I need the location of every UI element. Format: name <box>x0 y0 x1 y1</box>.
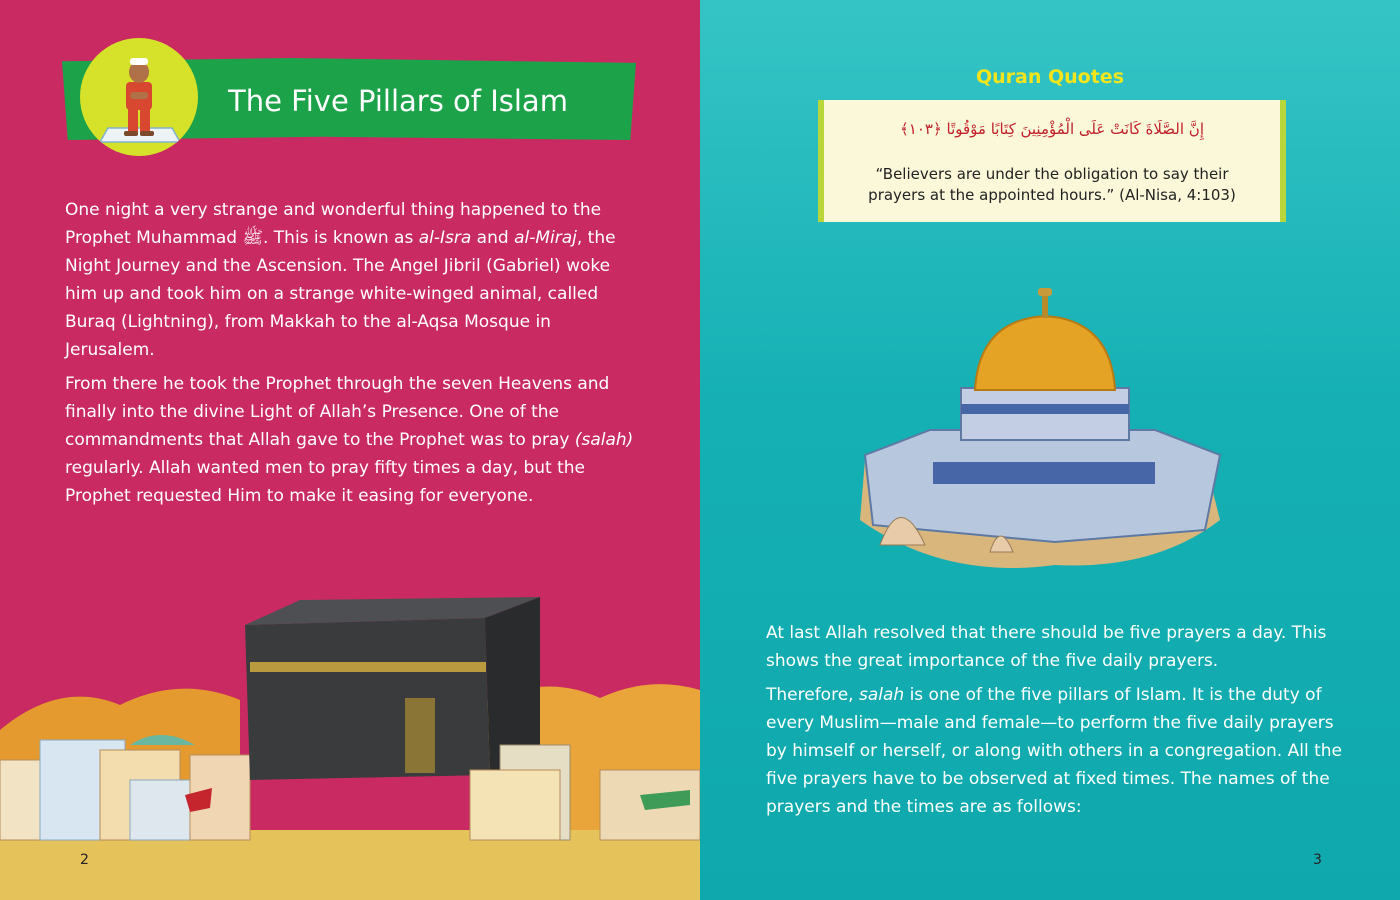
page-number: 2 <box>80 852 89 868</box>
right-paragraph-1 <box>766 619 1356 675</box>
left-paragraph-1 <box>65 196 645 364</box>
kaaba-illustration <box>0 580 700 900</box>
page-number: 3 <box>1313 852 1322 868</box>
text-segment: and <box>471 228 515 248</box>
right-paragraph-2 <box>766 681 1356 821</box>
text-segment: salah <box>858 685 905 705</box>
left-body-text <box>65 196 645 516</box>
quote-box <box>818 100 1286 222</box>
right-body-text <box>766 619 1356 827</box>
left-paragraph-2 <box>65 370 645 510</box>
page-title: The Five Pillars of Islam <box>228 84 568 118</box>
text-segment: Therefore, <box>766 685 859 705</box>
praying-boy-icon <box>80 38 198 156</box>
arabic-verse: إِنَّ الصَّلَاةَ كَانَتْ عَلَى الْمُؤْمِنِينَ كِتَابًا مَوْقُوتًا ﴿١٠٣﴾ <box>899 120 1204 138</box>
text-segment: al-Isra <box>418 228 472 248</box>
verse-translation: “Believers are under the obligation to say their prayers at the appointed hours.” (Al-Nisa, 4:103) <box>868 165 1236 204</box>
text-segment: regularly. Allah wanted men to pray fifty times a day, but the Prophet requested Him to make it easing for everyone. <box>65 458 585 506</box>
text-segment: (salah) <box>574 430 634 450</box>
text-segment: , the Night Journey and the Ascension. The Angel Jibril (Gabriel) woke him up and took him on a strange white-winged animal, called Buraq (Lightning), from Makkah to the al-Aqsa Mosque in Jerusalem. <box>65 228 616 360</box>
text-segment: is one of the five pillars of Islam. It is the duty of every Muslim—male and female—to perform the five daily prayers by himself or herself, or along with others in a congregation. All the five prayers have to be observed at fixed times. The names of the prayers and the times are as follows: <box>766 685 1342 817</box>
quotes-heading: Quran Quotes <box>975 66 1125 88</box>
dome-of-the-rock-illustration <box>855 280 1235 600</box>
text-segment: At last Allah resolved that there should be five prayers a day. This shows the great importance of the five daily prayers. <box>766 623 1327 671</box>
text-segment: al-Miraj <box>514 228 577 248</box>
text-segment: One night a very strange and wonderful thing happened to the Prophet Muhammad ﷺ. This is known as <box>65 200 602 248</box>
text-segment: From there he took the Prophet through the seven Heavens and finally into the divine Light of Allah’s Presence. One of the commandments that Allah gave to the Prophet was to pray <box>65 374 610 450</box>
